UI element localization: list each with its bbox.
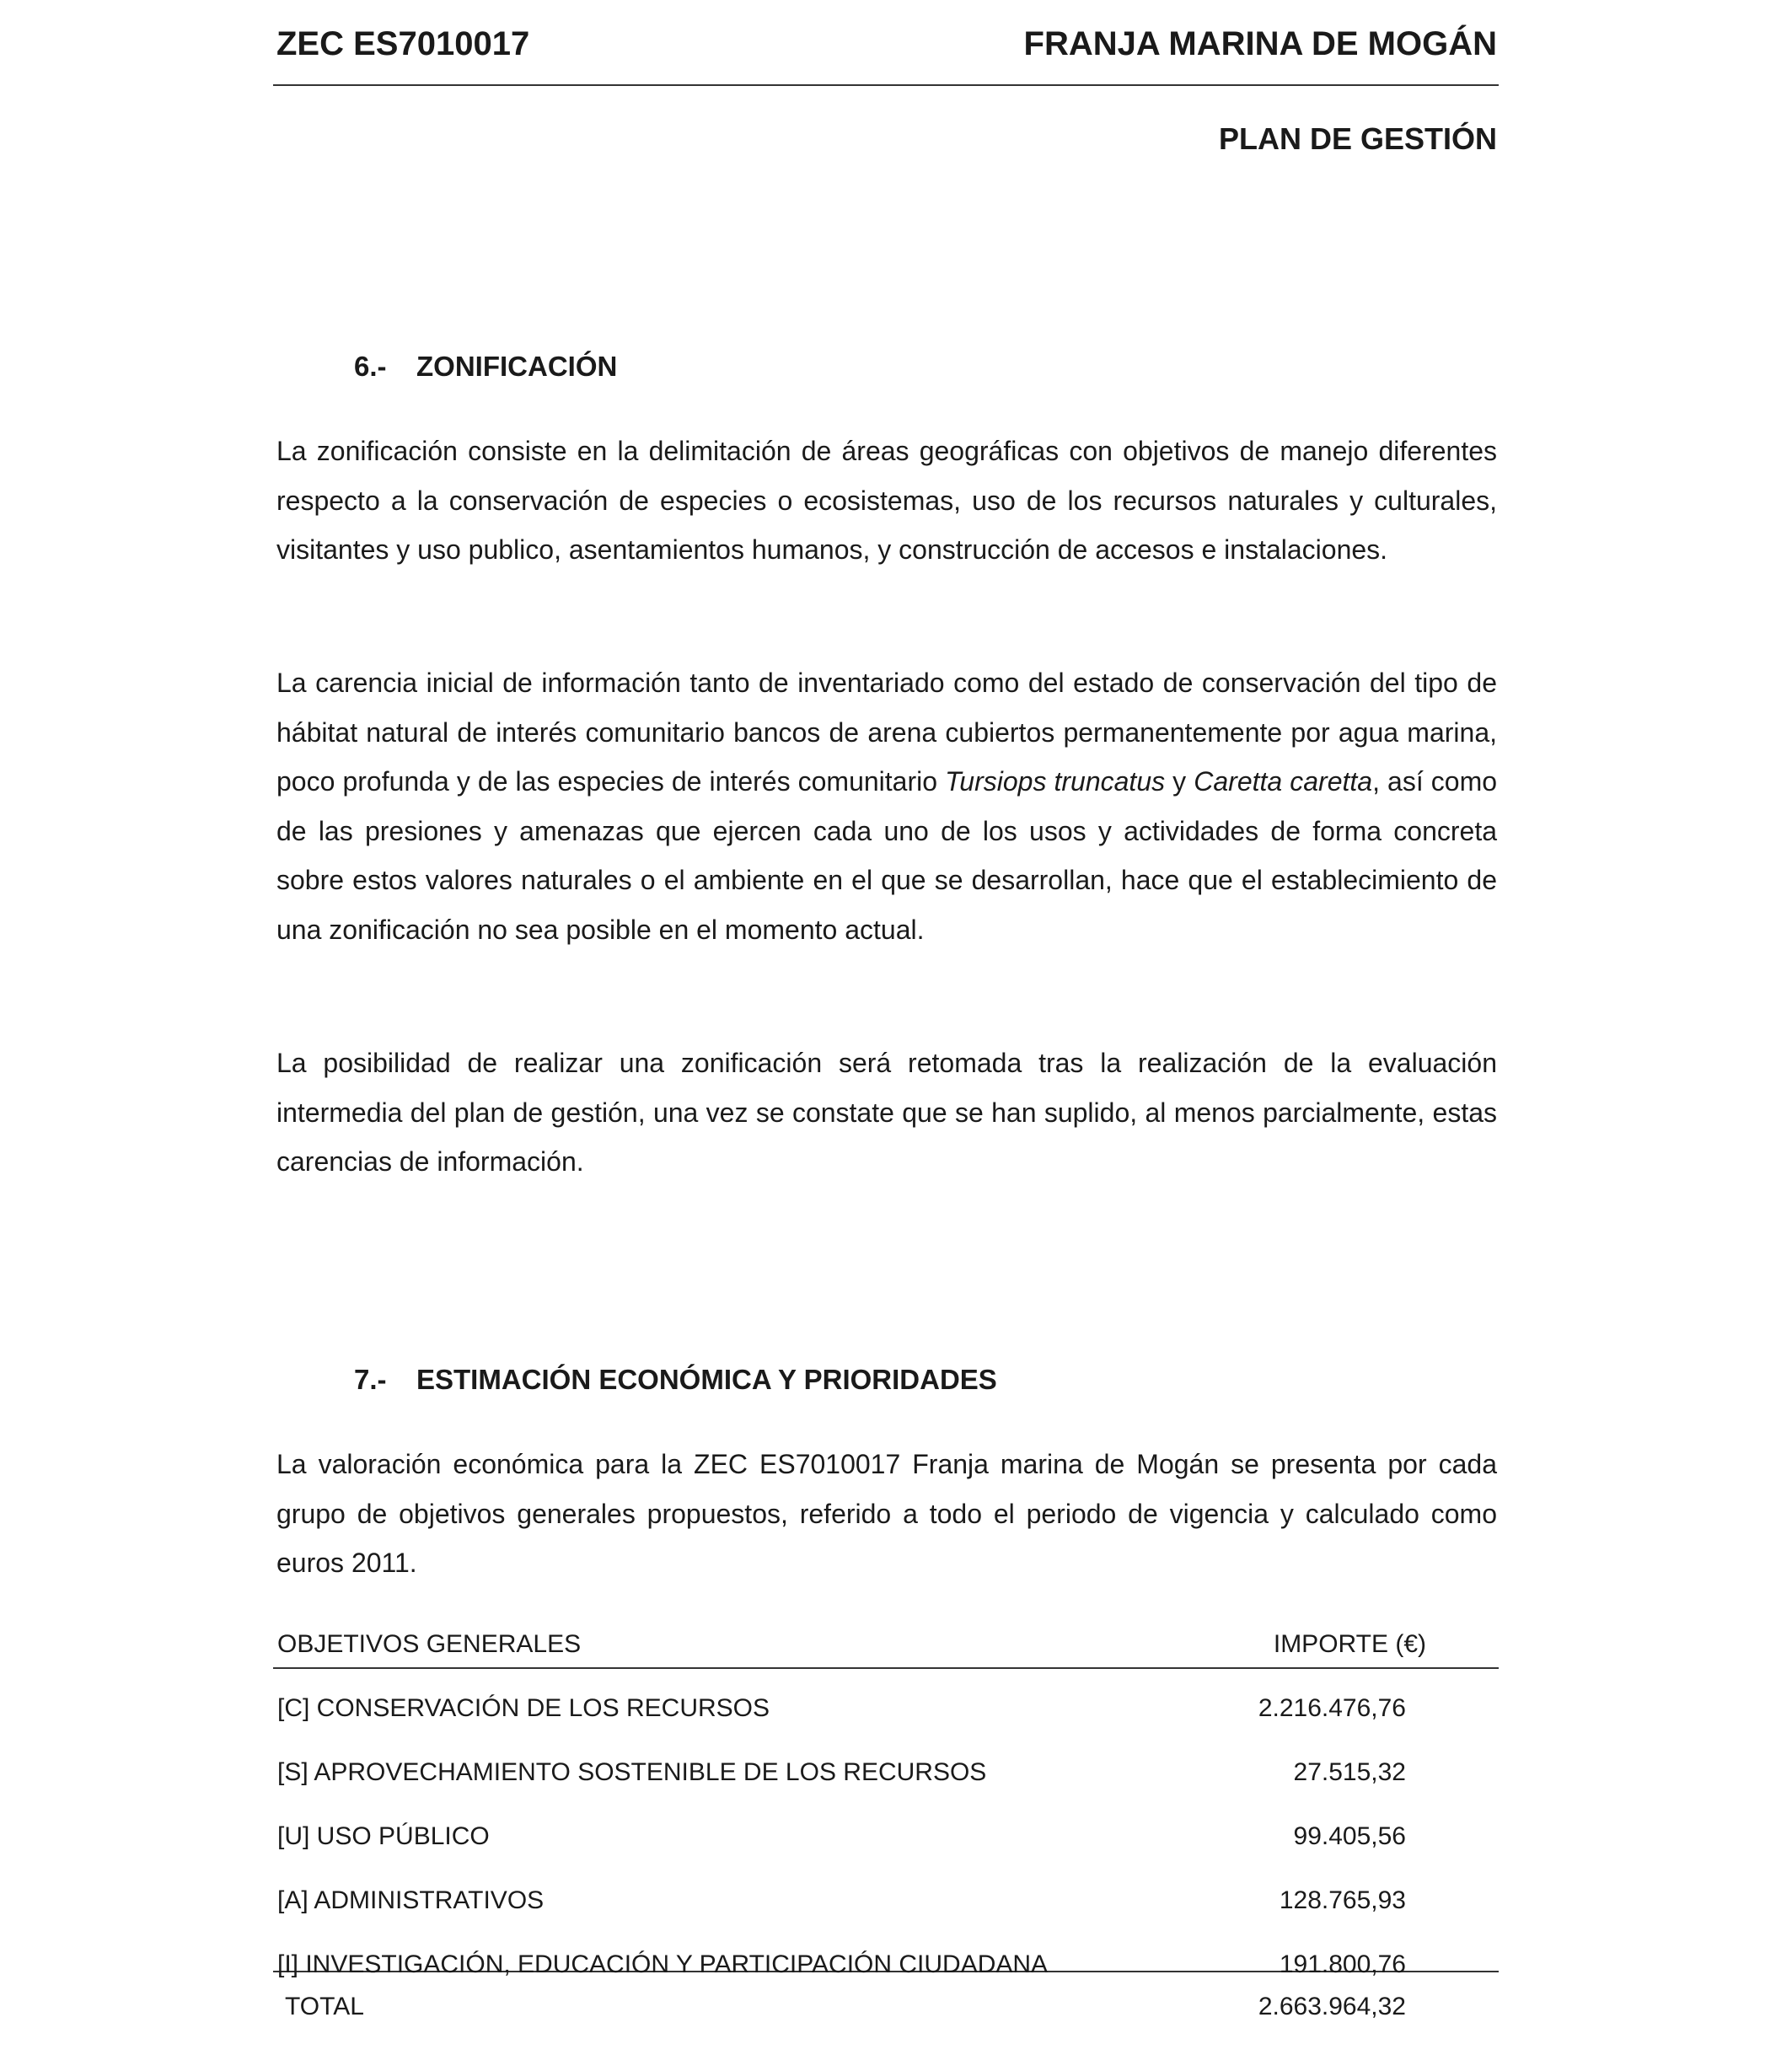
section-6-paragraph-2-text-b: y (1165, 766, 1194, 797)
header-site-code: ZEC ES7010017 (276, 25, 530, 62)
section-6-title: ZONIFICACIÓN (416, 351, 618, 382)
table-header (273, 1625, 1499, 1669)
column-header-objectives: OBJETIVOS GENERALES (277, 1630, 582, 1658)
section-6-number: 6.- (354, 351, 387, 382)
objective-label: [A] ADMINISTRATIVOS (277, 1886, 545, 1914)
table-total-row (273, 1972, 1499, 2036)
section-6-paragraph-2-text-a: La carencia inicial de información tanto de inventariado como del estado de conservación del tipo de hábitat natural de interés comunitario bancos de arena cubiertos permanentemente por agua marina, poco profunda y de las especies de interés comunitario (276, 668, 1497, 797)
section-6-heading (354, 347, 617, 386)
section-6-paragraph-2-text-c: , así como de las presiones y amenazas que ejercen cada uno de los usos y actividades de forma concreta sobre estos valores naturales o el ambiente en el que se desarrollan, hace que el establecimiento de una zonificación no sea posible en el momento actual. (276, 766, 1498, 945)
objective-amount: 128.765,93 (1279, 1886, 1406, 1914)
header-document-type: PLAN DE GESTIÓN (1218, 121, 1497, 156)
section-6-paragraph-3: La posibilidad de realizar una zonificación será retomada tras la realización de la evaluación intermedia del plan de gestión, una vez se constate que se han suplido, al menos parcialmente, estas carencias de información. (276, 1048, 1497, 1177)
objective-label: [I] INVESTIGACIÓN, EDUCACIÓN Y PARTICIPACIÓN CIUDADANA (277, 1950, 1049, 1978)
budget-table (273, 1625, 1499, 2036)
section-6-paragraph-2 (276, 658, 1497, 954)
total-label: TOTAL (285, 1993, 364, 2020)
table-body (273, 1669, 1499, 1978)
table-row (273, 1816, 1499, 1880)
objective-amount: 27.515,32 (1293, 1758, 1406, 1786)
total-amount: 2.663.964,32 (1258, 1993, 1406, 2020)
column-header-amount: IMPORTE (€) (1273, 1630, 1426, 1658)
section-7-number: 7.- (354, 1364, 387, 1395)
section-7-heading (354, 1360, 997, 1399)
objective-label: [S] APROVECHAMIENTO SOSTENIBLE DE LOS RECURSOS (277, 1758, 987, 1786)
objective-amount: 191.800,76 (1279, 1950, 1406, 1978)
table-row (273, 1687, 1499, 1752)
table-row (273, 1880, 1499, 1944)
header-site-name: FRANJA MARINA DE MOGÁN (1023, 25, 1497, 62)
objective-amount: 99.405,56 (1293, 1822, 1406, 1850)
species-tursiops: Tursiops truncatus (945, 766, 1166, 797)
section-6-paragraph-1: La zonificación consiste en la delimitación de áreas geográficas con objetivos de manejo diferentes respecto a la conservación de especies o ecosistemas, uso de los recursos naturales y culturales, visitantes y uso publico, asentamientos humanos, y construcción de accesos e instalaciones. (276, 436, 1497, 565)
section-7-title: ESTIMACIÓN ECONÓMICA Y PRIORIDADES (416, 1364, 997, 1395)
objective-label: [U] USO PÚBLICO (277, 1822, 490, 1850)
species-caretta: Caretta caretta (1194, 766, 1373, 797)
header-divider (273, 84, 1499, 86)
table-row (273, 1752, 1499, 1816)
objective-amount: 2.216.476,76 (1258, 1694, 1406, 1722)
section-7-paragraph-1: La valoración económica para la ZEC ES7010017 Franja marina de Mogán se presenta por cada grupo de objetivos generales propuestos, referido a todo el periodo de vigencia y calculado como euros 2011. (276, 1449, 1497, 1578)
objective-label: [C] CONSERVACIÓN DE LOS RECURSOS (277, 1694, 770, 1722)
